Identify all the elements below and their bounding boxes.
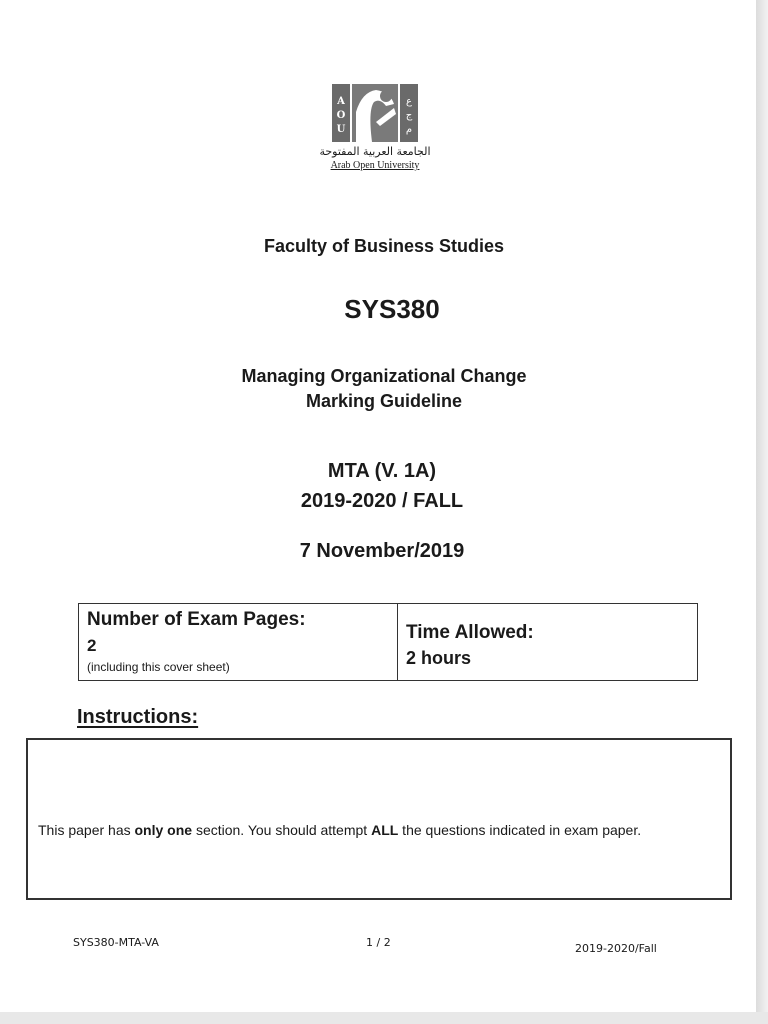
time-value: 2 hours	[406, 648, 472, 668]
aou-logo-icon	[316, 82, 434, 146]
instr-part-1: This paper has	[38, 822, 135, 838]
footer-page-number: 1 / 2	[366, 936, 391, 949]
logo-arabic-letter-3: م	[405, 124, 413, 135]
faculty-name: Faculty of Business Studies	[263, 236, 505, 256]
time-label: Time Allowed:	[406, 622, 534, 643]
footer-course-ref: SYS380-MTA-VA	[73, 936, 159, 949]
footer-semester: 2019-2020/Fall	[575, 942, 657, 955]
university-logo	[316, 82, 434, 182]
exam-version: MTA (V. 1A)	[327, 460, 437, 482]
pages-value: 2	[87, 636, 97, 655]
pages-label: Number of Exam Pages:	[87, 609, 306, 630]
exam-date: 7 November/2019	[299, 540, 465, 562]
logo-letter-o: O	[336, 110, 346, 121]
logo-arabic-letter-2: ج	[405, 110, 413, 121]
page-bottom-shadow	[0, 1012, 768, 1024]
semester: 2019-2020 / FALL	[300, 490, 464, 512]
instructions-box	[26, 738, 732, 900]
instructions-text	[38, 822, 641, 838]
instr-bold-2: ALL	[371, 822, 399, 838]
page-edge-shadow	[756, 0, 768, 1024]
university-name-arabic: الجامعة العربية المفتوحة	[319, 145, 431, 158]
instr-bold-1: only one	[134, 822, 193, 838]
exam-info-table	[78, 603, 698, 681]
logo-arabic-letter-1: ع	[406, 96, 412, 107]
document-type: Marking Guideline	[305, 391, 463, 411]
pages-note: (including this cover sheet)	[87, 660, 230, 674]
university-name-english: Arab Open University	[330, 160, 420, 171]
instructions-heading: Instructions:	[77, 706, 199, 728]
exam-pages-cell	[79, 604, 398, 680]
logo-letter-a: A	[337, 96, 345, 107]
course-code: SYS380	[344, 294, 440, 324]
time-allowed-cell	[398, 604, 698, 680]
course-title: Managing Organizational Change	[241, 366, 527, 386]
instr-part-2: section. You should attempt	[192, 822, 372, 838]
instr-part-3: the questions indicated in exam paper.	[398, 822, 642, 838]
logo-letter-u: U	[336, 124, 346, 135]
